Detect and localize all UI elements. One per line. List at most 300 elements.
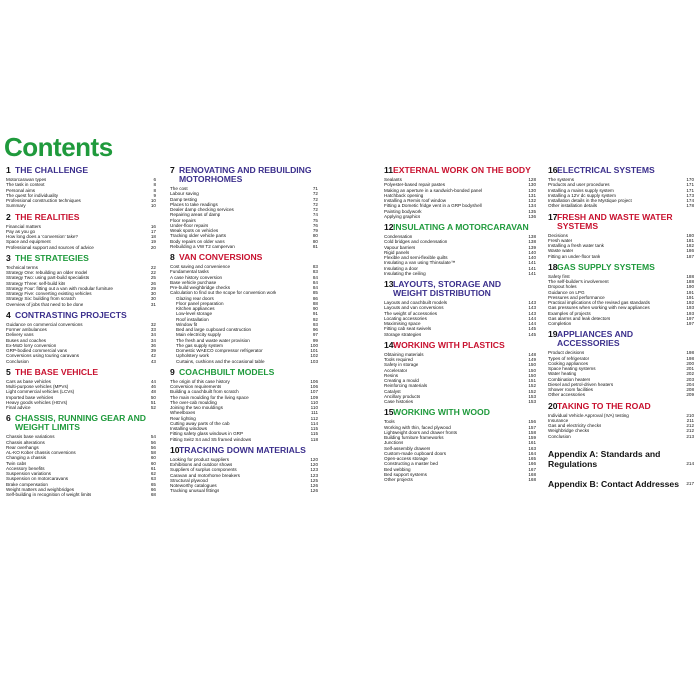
toc-entry (548, 254, 694, 259)
entry-title: The fresh and waste water provision (176, 337, 250, 343)
entry-title: How long does a 'conversion' take? (6, 234, 78, 239)
entry-title: Domestic WAECO compressor refrigerator (176, 348, 263, 353)
entry-page: 143 (528, 310, 536, 316)
entry-title: Weighbridge checks (548, 428, 590, 434)
entry-title: Kitchen appliances (176, 306, 215, 311)
chapter-title: EXTERNAL WORK ON THE BODY (393, 165, 531, 175)
entry-title: Strategy Six: building from scratch (6, 296, 76, 302)
entry-title: Examples of projects (548, 310, 591, 316)
toc-entry (384, 271, 536, 276)
entry-page: 63 (150, 476, 156, 482)
chapter-number: 14 (384, 339, 394, 350)
entry-page: 123 (310, 467, 318, 473)
entry-title: Summary (6, 203, 26, 209)
entry-title: Ancillary products (384, 393, 421, 399)
entry-title: Fitting safety glass windows in GRP (170, 431, 244, 437)
chapter-section (170, 368, 318, 442)
entry-page: 9 (153, 192, 156, 198)
chapter-title: VAN CONVERSIONS (179, 252, 263, 262)
entry-page: 85 (312, 290, 318, 296)
entry-title: Individual Vehicle Approval (IVA) testing (548, 412, 629, 418)
entry-page: 213 (686, 433, 694, 439)
entry-title: The quest for individuality (6, 192, 59, 198)
entry-title: Vapour barriers (384, 244, 416, 250)
entry-page: 17 (150, 228, 156, 234)
entry-page: 100 (310, 342, 318, 348)
entry-page: 132 (528, 198, 536, 203)
entry-page: 96 (312, 327, 318, 332)
entry-title: GRP-bodied commercial vans (6, 348, 68, 353)
entry-page: 158 (528, 429, 536, 435)
entry-page: 209 (686, 392, 694, 398)
chapter-number: 4 (6, 309, 11, 320)
appendix-page: 214 (686, 460, 694, 466)
entry-page: 120 (310, 462, 318, 467)
entry-page: 134 (528, 203, 536, 209)
entry-page: 51 (150, 399, 156, 405)
entry-title: Suspension variations (6, 471, 51, 476)
chapter-title: THE BASE VEHICLE (15, 366, 99, 377)
entry-title: Body repairs on older vans (170, 238, 225, 244)
entry-page: 52 (150, 405, 156, 410)
entry-title: Pressures and performance (548, 294, 605, 300)
entry-title: Locating accessories (384, 315, 427, 321)
entry-page: 33 (150, 327, 156, 332)
chapter-section (170, 446, 318, 494)
entry-title: The cost (170, 186, 188, 191)
contents-column-1 (6, 166, 156, 501)
entry-page: 163 (528, 445, 536, 451)
entry-title: Heavy goods vehicles (HGVs) (6, 399, 68, 405)
entry-title: Shower room facilities (548, 387, 593, 392)
chapter-number: 13 (384, 279, 394, 289)
entry-title: Fitting Seitz S4 and S5 framed windows (170, 436, 252, 442)
chapter-title: THE CHALLENGE (15, 165, 89, 175)
entry-title: Cutting away parts of the cab (170, 420, 230, 426)
entry-title: Rear lighting (170, 415, 196, 421)
entry-page: 212 (686, 423, 694, 428)
entry-page: 198 (686, 350, 694, 356)
entry-title: Base vehicle purchase (170, 279, 217, 285)
entry-title: Product decisions (548, 350, 585, 356)
entry-title: Under-floor repairs (170, 222, 209, 228)
entry-page: 144 (528, 315, 536, 321)
entry-title: Sealants (384, 177, 402, 182)
entry-page: 191 (686, 294, 694, 300)
chapter-section (170, 253, 318, 364)
entry-page: 19 (150, 239, 156, 245)
chapter-number: 16 (548, 165, 558, 175)
entry-page: 204 (686, 381, 694, 387)
entry-title: Bed webbing (384, 466, 411, 472)
entry-title: Other accessories (548, 392, 586, 398)
entry-title: Exhibitions and outdoor shows (170, 462, 233, 467)
entry-title: Places to take readings (170, 201, 218, 207)
chapter-title: CONTRASTING PROJECTS (15, 309, 127, 320)
entry-title: Creating a mould (384, 378, 419, 383)
chapter-section (170, 166, 318, 249)
entry-page: 140 (528, 249, 536, 255)
entry-page: 165 (528, 456, 536, 461)
entry-title: The systems (548, 177, 575, 182)
entry-page: 182 (686, 243, 694, 248)
entry-page: 174 (686, 198, 694, 203)
chapter-heading (6, 311, 156, 320)
entry-page: 152 (528, 388, 536, 394)
entry-title: Space heating systems (548, 366, 596, 371)
chapter-number: 5 (6, 366, 11, 377)
entry-title: Gas pressures when working with new appliances (548, 305, 650, 311)
appendices-list (548, 449, 694, 489)
entry-page: 10 (150, 198, 156, 203)
chapter-section (384, 223, 536, 276)
entry-page: 60 (150, 455, 156, 461)
chapter-section (384, 166, 536, 219)
chapter-number: 2 (6, 211, 11, 222)
entry-page: 56 (150, 444, 156, 450)
toc-entry (170, 244, 318, 249)
entry-title: The main moulding for the living space (170, 394, 249, 400)
entry-title: Decisions (548, 232, 568, 238)
entry-title: Obtaining materials (384, 351, 424, 357)
chapter-heading (548, 213, 694, 231)
entry-title: Polyester-based repair pastes (384, 182, 446, 188)
entry-page: 118 (310, 436, 318, 442)
entry-title: Working with thin, faced plywood (384, 424, 451, 430)
entry-page: 80 (312, 233, 318, 239)
chapter-title: TAKING TO THE ROAD (557, 400, 651, 411)
entry-title: Brake compensation (6, 481, 48, 487)
entry-title: Custom-made cupboard doors (384, 450, 447, 456)
entry-page: 125 (310, 477, 318, 483)
entry-title: Noteworthy catalogues (170, 483, 217, 488)
chapter-title: ELECTRICAL SYSTEMS (557, 165, 655, 175)
entry-title: Buses and coaches (6, 337, 47, 343)
entry-title: Junctions (384, 440, 404, 446)
entry-title: Conversions using touring caravans (6, 353, 80, 359)
appendix-entry (548, 479, 694, 489)
contents-column-2 (170, 166, 318, 498)
entry-title: Flexible and semi-flexible quilts (384, 255, 448, 260)
entry-title: Space and equipment (6, 239, 51, 245)
toc-entry (6, 302, 156, 307)
entry-title: Practical implications of the revised gas standards (548, 300, 650, 305)
entry-title: Catalyst (384, 388, 401, 394)
entry-page: 88 (312, 300, 318, 306)
entry-page: 6 (153, 177, 156, 182)
entry-page: 83 (312, 264, 318, 269)
entry-title: Strategy One: rebuilding an older model (6, 270, 88, 275)
entry-title: Chassis base variations (6, 434, 55, 440)
entry-page: 18 (150, 234, 156, 239)
entry-page: 8 (153, 182, 156, 188)
entry-title: Layouts and coachbuilt models (384, 300, 448, 305)
entry-page: 65 (150, 481, 156, 487)
entry-title: Other installation details (548, 203, 598, 209)
entry-page: 201 (686, 366, 694, 371)
entry-title: Conversion requirements (170, 384, 222, 389)
entry-page: 188 (686, 273, 694, 279)
entry-page: 198 (686, 355, 694, 361)
entry-page: 90 (312, 306, 318, 311)
entry-title: Multi-purpose vehicles (MPVs) (6, 384, 69, 389)
chapter-heading (548, 166, 694, 175)
toc-entry (170, 359, 318, 364)
entry-title: Bed and large cupboard construction (176, 327, 252, 332)
entry-page: 66 (150, 486, 156, 492)
entry-title: Conclusion (548, 433, 571, 439)
entry-title: Low-level storage (176, 311, 213, 317)
entry-title: Weight matters and weighbridges (6, 486, 75, 492)
chapter-section (6, 166, 156, 209)
entry-page: 81 (312, 243, 318, 249)
chapter-title: RENOVATING AND REBUILDING MOTORHOMES (179, 165, 312, 184)
entry-title: Types of refrigerator (548, 355, 590, 361)
entry-page: 135 (528, 208, 536, 214)
entry-page: 76 (312, 222, 318, 228)
entry-title: Waste water (548, 248, 574, 254)
entry-title: Window fit (176, 321, 198, 327)
entry-title: Gas alarms and leak detectors (548, 315, 611, 321)
entry-page: 86 (312, 295, 318, 301)
entry-page: 101 (310, 348, 318, 353)
entry-page: 62 (150, 471, 156, 476)
entry-page: 170 (686, 177, 694, 182)
entry-title: Chassis alterations (6, 439, 45, 445)
entry-page: 138 (528, 239, 536, 245)
entry-page: 110 (310, 399, 318, 405)
chapter-title: FRESH AND WASTE WATER SYSTEMS (557, 211, 673, 231)
entry-page: 54 (150, 434, 156, 440)
entry-title: Ex-MoD lorry conversion (6, 342, 57, 348)
chapter-section (548, 166, 694, 209)
entry-title: Structural plywood (170, 477, 208, 483)
entry-page: 103 (310, 358, 318, 364)
chapter-section (384, 408, 536, 482)
entry-title: The gas supply system (176, 342, 223, 348)
toc-entry (6, 203, 156, 208)
chapter-number: 12 (384, 222, 394, 232)
entry-page: 72 (312, 196, 318, 202)
entry-page: 150 (528, 367, 536, 373)
chapter-section (6, 254, 156, 307)
entry-title: Lightweight doors and drawer fronts (384, 429, 458, 435)
chapter-number: 7 (170, 165, 175, 175)
entry-page: 16 (150, 223, 156, 229)
chapter-heading (384, 166, 536, 175)
entry-page: 111 (311, 410, 318, 416)
entry-title: Tools required (384, 357, 413, 362)
entry-page: 112 (310, 415, 318, 421)
entry-title: Self-building in recognition of weight limits (6, 492, 92, 497)
entry-page: 203 (686, 376, 694, 382)
entry-title: Pay as you go (6, 228, 36, 234)
entry-page: 34 (150, 337, 156, 343)
entry-title: Maximising space (384, 321, 421, 326)
entry-title: Installing a fresh water tank (548, 243, 604, 248)
entry-page: 30 (150, 291, 156, 296)
entry-page: 166 (528, 461, 536, 467)
entry-title: Safety in storage (384, 362, 419, 368)
entry-title: Completion (548, 321, 572, 326)
toc-entry (170, 437, 318, 442)
entry-page: 130 (528, 182, 536, 188)
entry-title: Suppliers of surplus components (170, 467, 237, 473)
contents-column-3 (384, 166, 536, 486)
entry-title: Strategy Three: self-build kits (6, 280, 66, 286)
entry-title: Cars as base vehicles (6, 378, 51, 384)
entry-page: 68 (150, 492, 156, 497)
chapter-section (548, 263, 694, 327)
chapter-heading (6, 166, 156, 175)
entry-page: 29 (150, 285, 156, 291)
entry-title: The self-builder's involvement (548, 279, 609, 284)
entry-title: Insulating a door (384, 265, 418, 271)
entry-page: 120 (310, 456, 318, 462)
entry-title: Installing a 12V dc supply system (548, 192, 616, 198)
entry-page: 156 (528, 419, 536, 425)
entry-title: Professional support and sources of advice (6, 244, 94, 250)
chapter-heading (170, 446, 318, 455)
entry-title: Main electricity supply (176, 332, 221, 338)
entry-title: Floor panel preparation (176, 300, 224, 306)
entry-page: 141 (528, 270, 536, 276)
entry-title: Installing a mains supply system (548, 187, 614, 193)
chapter-number: 8 (170, 252, 175, 262)
appendix-title: Appendix B: Contact Addresses (548, 478, 679, 489)
appendix-title: Appendix A: Standards and Regulations (548, 448, 661, 469)
entry-title: Calculation to find out the scope for conversion work (170, 290, 277, 296)
chapter-title: TRACKING DOWN MATERIALS (179, 444, 306, 455)
chapter-number: 15 (384, 407, 394, 418)
entry-page: 167 (528, 466, 536, 472)
entry-page: 74 (312, 212, 318, 218)
entry-page: 188 (686, 279, 694, 284)
toc-entry (548, 203, 694, 208)
chapter-number: 10 (170, 444, 180, 455)
entry-page: 115 (310, 426, 318, 431)
entry-page: 202 (686, 371, 694, 377)
entry-page: 83 (312, 269, 318, 275)
entry-title: Technical terms (6, 264, 38, 270)
chapter-number: 3 (6, 252, 11, 263)
entry-page: 164 (528, 450, 536, 456)
entry-title: Water heating (548, 371, 577, 377)
entry-title: Personal aims (6, 187, 36, 193)
entry-title: Pre-build weighbridge checks (170, 285, 231, 290)
chapter-section (6, 414, 156, 497)
entry-title: Case histories (384, 399, 414, 404)
entry-title: Guidance on commercial conversions (6, 321, 83, 327)
chapter-section (384, 341, 536, 405)
entry-title: Resins (384, 372, 399, 378)
entry-title: Strategy Two: using part-build specialists (6, 275, 90, 281)
entry-title: Light commercial vehicles (LCVs) (6, 389, 75, 395)
entry-page: 168 (528, 477, 536, 482)
entry-page: 36 (150, 342, 156, 348)
entry-page: 128 (528, 177, 536, 182)
toc-entry (548, 434, 694, 439)
entry-page: 34 (150, 332, 156, 338)
chapter-heading (170, 166, 318, 184)
entry-page: 136 (528, 213, 536, 219)
entry-page: 99 (312, 337, 318, 343)
entry-page: 8 (153, 187, 156, 193)
entry-title: Damp testing (170, 196, 198, 202)
entry-page: 115 (310, 431, 318, 437)
entry-page: 22 (150, 270, 156, 275)
entry-page: 208 (686, 387, 694, 392)
entry-page: 197 (686, 315, 694, 321)
entry-page: 153 (528, 399, 536, 404)
entry-page: 123 (310, 472, 318, 478)
entry-page: 84 (312, 285, 318, 290)
entry-title: Twin cabs (6, 460, 27, 466)
entry-title: Dropout holes (548, 284, 577, 290)
entry-page: 159 (528, 435, 536, 440)
entry-page: 72 (312, 191, 318, 197)
entry-title: Professional construction techniques (6, 198, 81, 203)
entry-page: 193 (686, 310, 694, 316)
entry-title: Diesel and petrol-driven heaters (548, 381, 614, 387)
entry-page: 140 (528, 255, 536, 260)
entry-title: Rebuilding a VW T2 campervan (170, 243, 235, 249)
chapter-title: WORKING WITH PLASTICS (393, 339, 505, 350)
entry-page: 43 (150, 358, 156, 364)
entry-title: Condensation (384, 234, 413, 239)
chapter-title: THE STRATEGIES (15, 252, 89, 263)
entry-page: 181 (686, 237, 694, 243)
entry-title: Fitting cab seat swivels (384, 326, 432, 332)
entry-title: Self-assembly drawers (384, 445, 431, 451)
entry-page: 211 (686, 417, 694, 423)
entry-title: The task in context (6, 182, 45, 188)
entry-page: 48 (150, 389, 156, 395)
entry-page: 126 (310, 483, 318, 488)
entry-title: Building a coachbuilt from scratch (170, 389, 239, 395)
chapter-section (384, 280, 536, 337)
chapter-section (548, 213, 694, 259)
entry-title: Gas and electricity checks (548, 423, 602, 428)
toc-entry (548, 321, 694, 326)
entry-title: Combination heaters (548, 376, 591, 382)
entry-title: Hatchback opening (384, 192, 424, 198)
entry-title: Building furniture frameworks (384, 435, 444, 440)
entry-page: 143 (528, 300, 536, 305)
entry-page: 79 (312, 228, 318, 233)
entry-title: Other projects (384, 477, 413, 482)
entry-title: AL-KO Kober chassis conversions (6, 450, 76, 455)
entry-page: 93 (312, 321, 318, 327)
entry-title: Guidance on LPG (548, 289, 585, 295)
entry-page: 102 (310, 353, 318, 359)
entry-title: Installing a Remis roof window (384, 198, 447, 203)
chapter-heading (6, 254, 156, 263)
chapter-title: THE REALITIES (15, 211, 80, 222)
entry-page: 60 (150, 460, 156, 466)
entry-page: 71 (312, 186, 318, 191)
chapter-title: LAYOUTS, STORAGE AND WEIGHT DISTRIBUTION (393, 279, 502, 298)
contents-column-4 (548, 166, 694, 489)
entry-title: Fitting a Dometic fridge vent in a GRP bodyshell (384, 203, 482, 209)
entry-title: Cost saving and convenience (170, 264, 231, 269)
chapter-title: INSULATING A MOTORCARAVAN (393, 222, 529, 232)
entry-page: 173 (686, 192, 694, 198)
chapter-section (548, 402, 694, 439)
entry-title: Joining the two mouldings (170, 405, 223, 410)
entry-page: 141 (528, 260, 536, 266)
chapter-number: 20 (548, 400, 558, 411)
